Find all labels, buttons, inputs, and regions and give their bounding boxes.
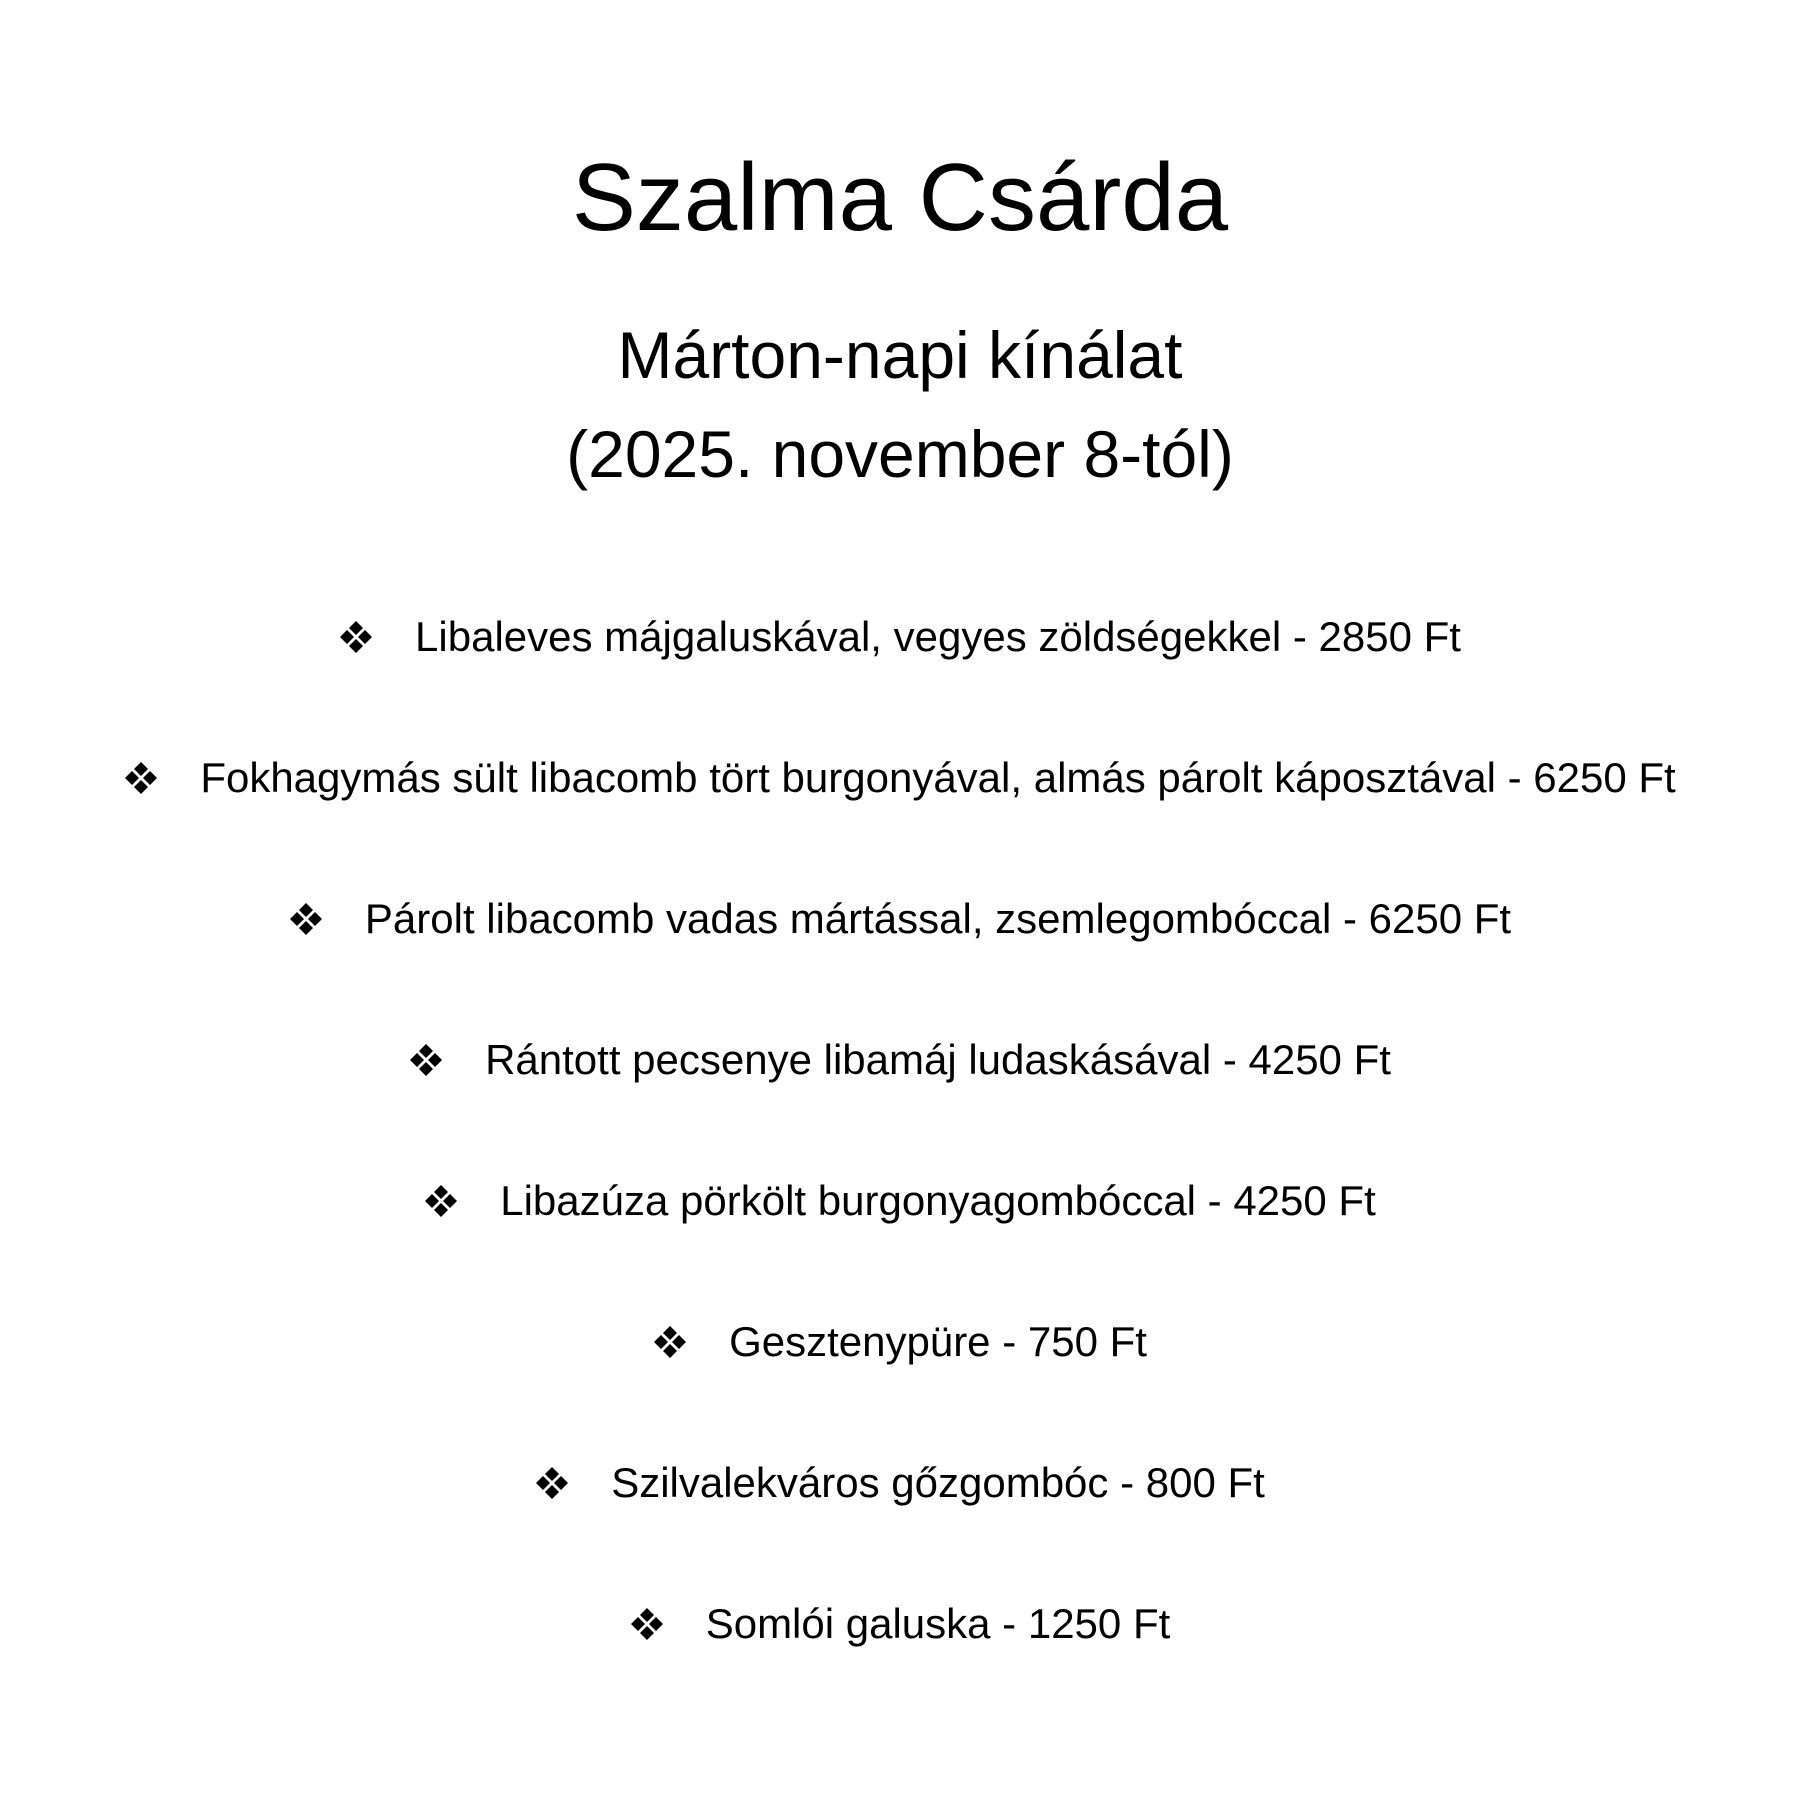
restaurant-title: Szalma Csárda — [571, 144, 1229, 251]
menu-item — [0, 607, 1800, 667]
menu-item — [0, 1030, 1800, 1090]
menu-item-text: Libaleves májgaluskával, vegyes zöldségekkel - 2850 Ft — [415, 613, 1461, 660]
four-diamond-bullet-icon — [124, 761, 158, 795]
menu-item — [0, 889, 1800, 949]
menu-date: (2025. november 8-tól) — [566, 417, 1234, 491]
menu-item-text: Párolt libacomb vadas mártással, zsemlegombóccal - 6250 Ft — [364, 895, 1512, 942]
menu-item-text: Fokhagymás sült libacomb tört burgonyával, almás párolt káposztával - 6250 Ft — [200, 754, 1676, 801]
menu-item — [0, 1594, 1800, 1654]
menu-item-text: Rántott pecsenye libamáj ludaskásával - 4250 Ft — [485, 1036, 1391, 1083]
menu-item-text: Szilvalekváros gőzgombóc - 800 Ft — [611, 1459, 1265, 1506]
four-diamond-bullet-icon — [339, 620, 373, 654]
four-diamond-bullet-icon — [289, 902, 323, 936]
menu-item-text: Somlói galuska - 1250 Ft — [705, 1600, 1171, 1647]
menu-item — [0, 1171, 1800, 1231]
four-diamond-bullet-icon — [535, 1466, 569, 1500]
menu-item-text: Libazúza pörkölt burgonyagombóccal - 4250 Ft — [500, 1177, 1376, 1224]
four-diamond-bullet-icon — [409, 1043, 443, 1077]
menu-subtitle: Márton-napi kínálat — [617, 318, 1183, 392]
menu-item-text: Gesztenypüre - 750 Ft — [729, 1318, 1147, 1365]
four-diamond-bullet-icon — [630, 1607, 664, 1641]
menu-item — [0, 1312, 1800, 1372]
four-diamond-bullet-icon — [653, 1325, 687, 1359]
menu-item — [0, 1453, 1800, 1513]
four-diamond-bullet-icon — [424, 1184, 458, 1218]
menu-item — [0, 748, 1800, 808]
